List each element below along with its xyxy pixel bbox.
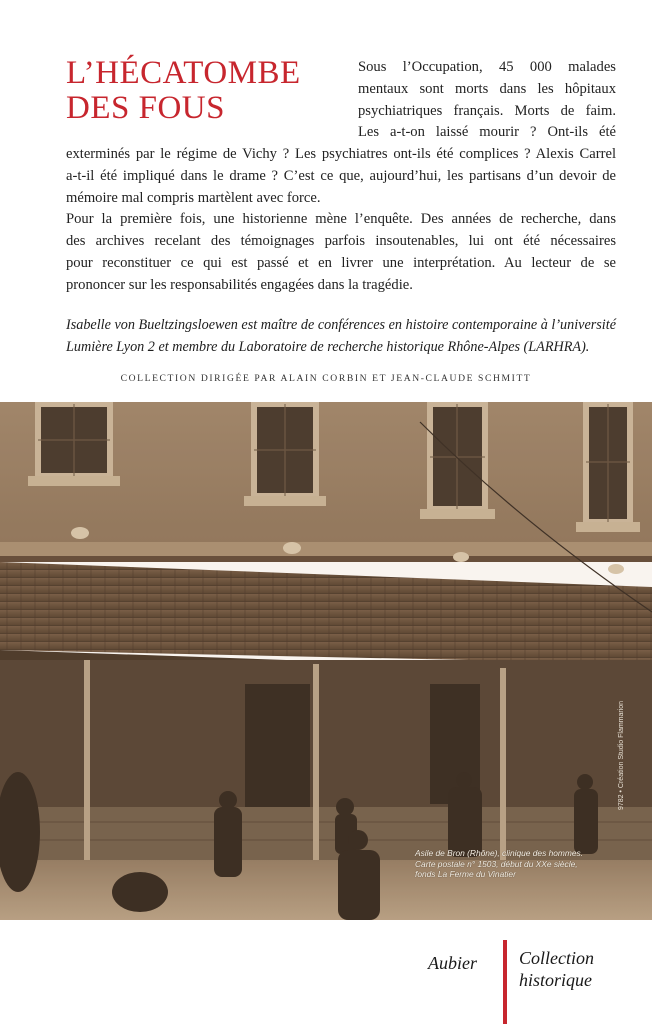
bio-line: Lumière Lyon 2 et membre du Laboratoire de recherche historique Rhône-Alpes (LARHRA). bbox=[66, 339, 590, 355]
title-line-2: DES FOUS bbox=[66, 90, 225, 126]
text-line: prononcer sur les responsabilités engagées dans la tragédie. bbox=[66, 276, 413, 293]
series-name bbox=[519, 947, 594, 991]
title-line-1: L’HÉCATOMBE bbox=[66, 55, 301, 91]
asylum-photo bbox=[0, 402, 652, 920]
text-line: Pour la première fois, une historienne mène l’enquête. Des années de recherche, dans bbox=[66, 211, 616, 228]
collection-directors: COLLECTION DIRIGÉE PAR ALAIN CORBIN ET JEAN-CLAUDE SCHMITT bbox=[120, 373, 532, 384]
series-line-2: historique bbox=[519, 970, 593, 990]
photo-caption bbox=[415, 848, 615, 880]
body-paragraph bbox=[66, 144, 616, 297]
publisher-name: Aubier bbox=[428, 953, 477, 973]
caption-line: fonds La Ferme du Vinatier bbox=[415, 869, 516, 879]
author-bio bbox=[66, 314, 616, 358]
text-line: Les a-t-on laissé mourir ? Ont-ils été bbox=[358, 124, 616, 141]
bio-line: Isabelle von Bueltzingsloewen est maître de conférences en histoire contemporaine à l’université bbox=[66, 317, 616, 333]
asylum-photo-illustration bbox=[0, 402, 652, 920]
photo-credit: 9782 • Création Studio Flammarion bbox=[618, 700, 625, 810]
text-line: a-t-il été impliqué dans le drame ? C’est ce que, aujourd’hui, les partisans d’un devoir de bbox=[66, 167, 616, 184]
text-line: exterminés par le régime de Vichy ? Les psychiatres ont-ils été complices ? Alexis Carrel bbox=[66, 146, 616, 162]
text-line: mentaux sont morts dans les hôpitaux bbox=[358, 80, 616, 97]
text-line: des archives recelant des témoignages parfois insoutenables, lui ont été nécessaires bbox=[66, 233, 616, 250]
caption-line: Asile de Bron (Rhône), clinique des hommes. bbox=[415, 848, 584, 858]
text-line: Sous l’Occupation, 45 000 malades bbox=[358, 59, 616, 75]
series-line-1: Collection bbox=[519, 948, 594, 968]
book-title bbox=[66, 56, 301, 126]
intro-paragraph bbox=[358, 57, 616, 144]
text-line: psychiatriques français. Morts de faim. bbox=[358, 102, 616, 119]
caption-line: Carte postale n° 1503, début du XXe siècle, bbox=[415, 858, 578, 869]
text-line: pour reconstituer ce qui est passé et en livrer une interprétation. Au lecteur de se bbox=[66, 254, 616, 271]
text-line: mémoire mal compris martèlent avec force. bbox=[66, 189, 321, 206]
red-divider bbox=[503, 940, 507, 1024]
